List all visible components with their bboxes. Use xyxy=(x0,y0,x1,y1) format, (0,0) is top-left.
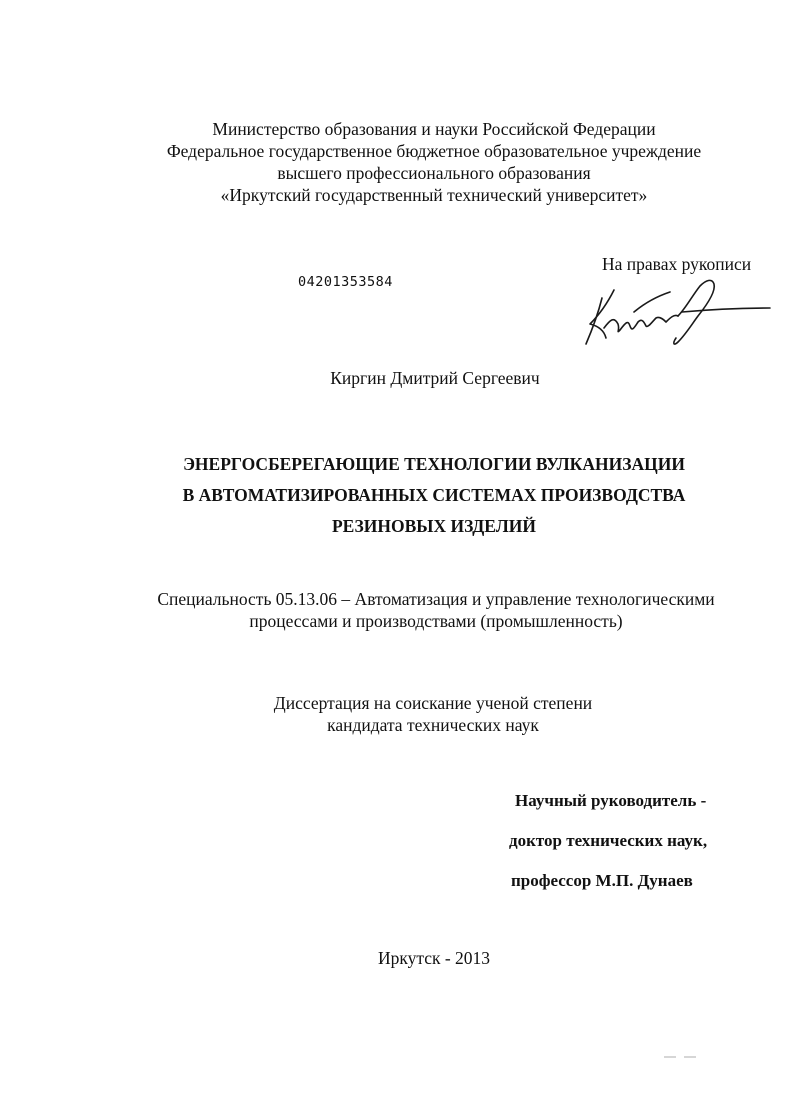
specialty-block xyxy=(0,588,795,632)
institution-header xyxy=(0,118,795,206)
university-name-line: «Иркутский государственный технический университет» xyxy=(220,185,648,205)
institution-type-line: Федеральное государственное бюджетное образовательное учреждение xyxy=(166,141,702,161)
manuscript-rights-note: На правах рукописи xyxy=(602,254,752,274)
specialty-line: Специальность 05.13.06 – Автоматизация и управление технологическими xyxy=(157,589,715,609)
registration-number: 04201353584 xyxy=(298,274,393,290)
degree-line: Диссертация на соискание ученой степени xyxy=(273,693,593,713)
advisor-degree: доктор технических наук, xyxy=(509,831,708,850)
title-line: РЕЗИНОВЫХ ИЗДЕЛИЙ xyxy=(331,516,537,536)
handwritten-signature-icon xyxy=(574,272,774,356)
advisor-role: Научный руководитель - xyxy=(515,791,707,810)
education-level-line: высшего профессионального образования xyxy=(277,163,591,183)
advisor-name: профессор М.П. Дунаев xyxy=(511,871,693,890)
degree-line: кандидата технических наук xyxy=(327,715,539,735)
specialty-line: процессами и производствами (промышленность) xyxy=(249,611,623,631)
city-year: Иркутск - 2013 xyxy=(377,948,491,968)
author-name: Киргин Дмитрий Сергеевич xyxy=(330,368,540,388)
dissertation-title xyxy=(0,449,795,542)
scan-artifact-icon xyxy=(662,1055,698,1059)
ministry-line: Министерство образования и науки Российской Федерации xyxy=(212,119,656,139)
title-line: ЭНЕРГОСБЕРЕГАЮЩИЕ ТЕХНОЛОГИИ ВУЛКАНИЗАЦИИ xyxy=(183,454,685,474)
degree-statement xyxy=(0,692,795,736)
scientific-advisor xyxy=(509,791,707,911)
title-line: В АВТОМАТИЗИРОВАННЫХ СИСТЕМАХ ПРОИЗВОДСТВА xyxy=(182,485,686,505)
